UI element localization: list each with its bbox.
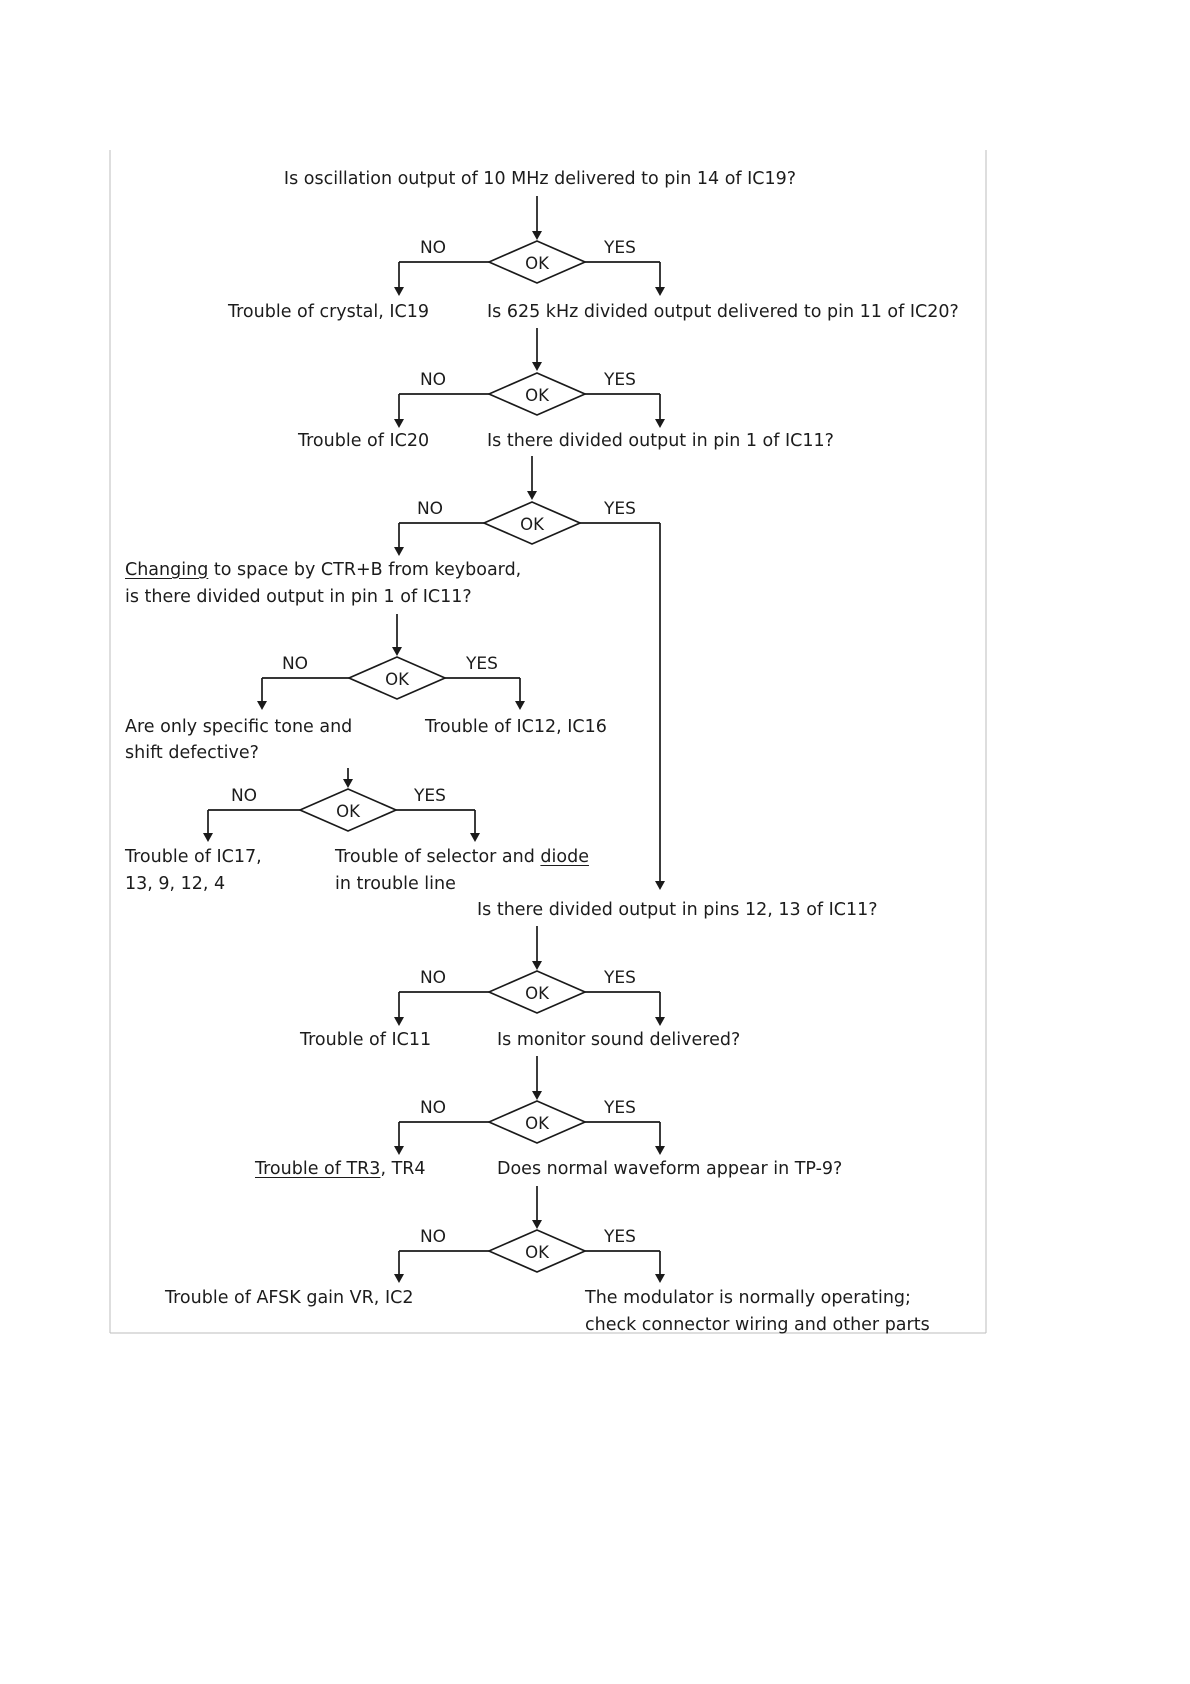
question-specific-tone-line1: Are only specific tone and — [125, 717, 353, 737]
result-trouble-tr3-tr4 — [255, 1156, 426, 1182]
result-modulator-ok-line2: check connector wiring and other parts — [585, 1315, 930, 1335]
result-trouble-ic17-line1: Trouble of IC17, — [125, 847, 262, 867]
underlined-word: Changing — [125, 560, 209, 580]
underlined-word: Trouble of TR3 — [255, 1159, 381, 1179]
ok-label: OK — [525, 984, 549, 1003]
question-waveform-tp9: Does normal waveform appear in TP-9? — [497, 1159, 843, 1179]
line-rest: to space by CTR+B from keyboard, — [208, 560, 522, 580]
result-trouble-ic20: Trouble of IC20 — [298, 431, 430, 451]
result-trouble-selector-line2: in trouble line — [335, 874, 456, 894]
ok-label: OK — [525, 1114, 549, 1133]
question-specific-tone-line2: shift defective? — [125, 743, 259, 763]
question-divided-output-pin1-ic11: Is there divided output in pin 1 of IC11? — [487, 431, 834, 451]
yes-label: YES — [466, 654, 498, 674]
line-pre: Trouble of selector and — [335, 847, 541, 867]
result-trouble-ic17-line2: 13, 9, 12, 4 — [125, 874, 226, 894]
ok-label: OK — [525, 386, 549, 405]
ok-label: OK — [525, 1243, 549, 1262]
question-changing-to-space-line2: is there divided output in pin 1 of IC11? — [125, 587, 472, 607]
yes-label: YES — [604, 1227, 636, 1247]
no-label: NO — [419, 238, 447, 258]
no-label: NO — [419, 370, 447, 390]
question-changing-to-space-line1 — [125, 557, 521, 583]
result-trouble-ic11: Trouble of IC11 — [300, 1030, 432, 1050]
result-trouble-crystal-ic19: Trouble of crystal, IC19 — [228, 302, 429, 322]
no-label: NO — [419, 1098, 447, 1118]
question-oscillation-output: Is oscillation output of 10 MHz delivered to pin 14 of IC19? — [283, 169, 797, 189]
no-label: NO — [281, 654, 309, 674]
ok-label: OK — [525, 254, 549, 273]
no-label: NO — [416, 499, 444, 519]
result-modulator-ok-line1: The modulator is normally operating; — [585, 1288, 911, 1308]
question-625khz-output: Is 625 kHz divided output delivered to pin 11 of IC20? — [487, 302, 959, 322]
ok-label: OK — [520, 515, 544, 534]
result-trouble-selector-line1 — [335, 844, 589, 870]
yes-label: YES — [604, 499, 636, 519]
line-rest: , TR4 — [380, 1159, 426, 1179]
result-trouble-afsk-gain: Trouble of AFSK gain VR, IC2 — [165, 1288, 414, 1308]
question-monitor-sound: Is monitor sound delivered? — [497, 1030, 741, 1050]
yes-label: YES — [604, 968, 636, 988]
question-divided-output-pins12-13: Is there divided output in pins 12, 13 of IC11? — [477, 900, 878, 920]
yes-label: YES — [604, 238, 636, 258]
ok-label: OK — [336, 802, 360, 821]
no-label: NO — [419, 1227, 447, 1247]
yes-label: YES — [604, 1098, 636, 1118]
yes-label: YES — [604, 370, 636, 390]
no-label: NO — [419, 968, 447, 988]
underlined-word: diode — [540, 847, 589, 867]
yes-label: YES — [414, 786, 446, 806]
no-label: NO — [230, 786, 258, 806]
ok-label: OK — [385, 670, 409, 689]
result-trouble-ic12-ic16: Trouble of IC12, IC16 — [425, 717, 607, 737]
